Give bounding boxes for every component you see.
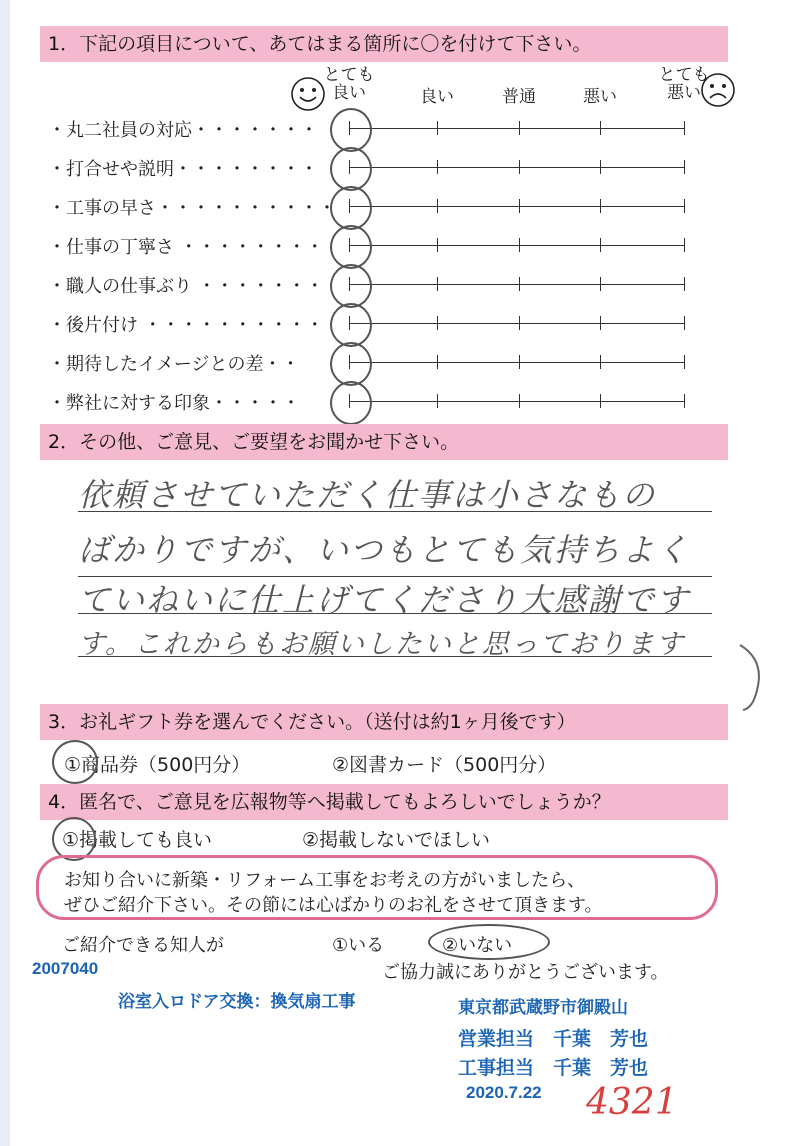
section4-title: 4．匿名で、ご意見を広報物等へ掲載してもよろしいでしょうか？	[40, 784, 728, 820]
rating-row-label: ・丸二社員の対応・・・・・・・	[48, 120, 318, 141]
rating-row-label: ・弊社に対する印象・・・・・	[48, 393, 300, 414]
rating-tick[interactable]	[684, 199, 685, 213]
scale-label: 悪い	[583, 87, 617, 107]
rating-tick[interactable]	[600, 394, 601, 408]
rating-scale-line	[350, 245, 685, 246]
rating-tick[interactable]	[684, 316, 685, 330]
rating-scale-line	[350, 284, 685, 285]
publish-option-2[interactable]: ②掲載しないでほしい	[302, 829, 491, 851]
construction-rep: 工事担当 千葉 芳也	[458, 1058, 649, 1079]
rating-tick[interactable]	[519, 316, 520, 330]
rating-tick[interactable]	[600, 277, 601, 291]
rating-tick[interactable]	[600, 160, 601, 174]
notice-line-1: お知り合いに新築・リフォーム工事をお考えの方がいましたら、	[64, 870, 586, 891]
rating-tick[interactable]	[600, 199, 601, 213]
rating-selection-circle	[330, 342, 372, 386]
rating-tick[interactable]	[684, 277, 685, 291]
rating-row-label: ・工事の早さ・・・・・・・・・・	[48, 198, 336, 219]
rating-row-label: ・職人の仕事ぶり ・・・・・・・	[48, 276, 324, 297]
rating-selection-circle	[330, 264, 372, 308]
rating-tick[interactable]	[600, 316, 601, 330]
comment-line-3: ていねいに仕上げてくださり大感謝です	[78, 581, 691, 619]
scan-edge	[0, 0, 10, 1146]
location-stamp: 東京都武蔵野市御殿山	[458, 998, 628, 1017]
rating-tick[interactable]	[437, 316, 438, 330]
rating-tick[interactable]	[684, 394, 685, 408]
rating-selection-circle	[330, 147, 372, 191]
rating-tick[interactable]	[600, 355, 601, 369]
rating-tick[interactable]	[519, 277, 520, 291]
rating-selection-circle	[330, 381, 372, 425]
customer-id: 2007040	[32, 959, 99, 978]
referral-option-1[interactable]: ①いる	[332, 935, 385, 956]
rating-selection-circle	[330, 186, 372, 230]
scale-label: 普通	[502, 87, 536, 107]
rating-tick[interactable]	[519, 199, 520, 213]
selection-circle	[428, 924, 550, 960]
rating-scale-line	[350, 362, 685, 363]
gift-option-2[interactable]: ②図書カード（500円分）	[332, 754, 557, 776]
referral-option-2[interactable]: ②いない	[442, 935, 513, 956]
scale-label: とても 悪い	[658, 65, 710, 103]
rating-tick[interactable]	[684, 160, 685, 174]
comment-line-2: ばかりですが、いつもとても気持ちよく	[78, 531, 691, 569]
rating-selection-circle	[330, 225, 372, 269]
rating-row-label: ・後片付け ・・・・・・・・・・	[48, 315, 324, 336]
notice-line-2: ぜひご紹介下さい。その節には心ばかりのお礼をさせて頂きます。	[64, 895, 603, 916]
scale-label: 良い	[420, 87, 454, 107]
rating-tick[interactable]	[437, 394, 438, 408]
rating-scale-line	[350, 167, 685, 168]
comment-line-4: す。これからもお願いしたいと思っております	[78, 629, 685, 660]
rating-tick[interactable]	[684, 238, 685, 252]
rating-tick[interactable]	[684, 355, 685, 369]
sales-rep: 営業担当 千葉 芳也	[458, 1029, 649, 1050]
rating-row-label: ・仕事の丁寧さ ・・・・・・・・	[48, 237, 324, 258]
thanks-text: ご協力誠にありがとうございます。	[382, 962, 669, 983]
section1-title: 1．下記の項目について、あてはまる箇所に〇を付けて下さい。	[40, 26, 728, 62]
handwritten-stroke	[735, 640, 775, 715]
job-description: 浴室入ロドア交換：換気扇工事	[118, 992, 356, 1011]
rating-scale-line	[350, 401, 685, 402]
rating-tick[interactable]	[437, 355, 438, 369]
rating-scale-line	[350, 128, 685, 129]
rating-tick[interactable]	[437, 121, 438, 135]
rating-tick[interactable]	[600, 238, 601, 252]
red-number: 4321	[586, 1082, 678, 1123]
rating-tick[interactable]	[600, 121, 601, 135]
rating-tick[interactable]	[519, 238, 520, 252]
rating-tick[interactable]	[519, 160, 520, 174]
referral-label: ご紹介できる知人が	[62, 935, 224, 956]
selection-circle	[52, 740, 98, 784]
gift-option-1[interactable]: ①商品券（500円分）	[64, 754, 251, 776]
rating-row-label: ・打合せや説明・・・・・・・・	[48, 159, 318, 180]
rating-selection-circle	[330, 108, 372, 152]
rating-tick[interactable]	[437, 199, 438, 213]
publish-option-1[interactable]: ①掲載しても良い	[62, 829, 213, 851]
rating-tick[interactable]	[437, 238, 438, 252]
rating-tick[interactable]	[684, 121, 685, 135]
rating-tick[interactable]	[519, 355, 520, 369]
scale-label: とても 良い	[323, 65, 375, 103]
rating-scale-line	[350, 323, 685, 324]
section3-title: 3．お礼ギフト券を選んでください。（送付は約1ヶ月後です）	[40, 704, 728, 740]
rating-tick[interactable]	[437, 160, 438, 174]
rating-scale-line	[350, 206, 685, 207]
comment-line-1: 依頼させていただく仕事は小さなもの	[78, 476, 657, 514]
rating-selection-circle	[330, 303, 372, 347]
rating-tick[interactable]	[437, 277, 438, 291]
rating-tick[interactable]	[519, 121, 520, 135]
date-stamp: 2020.7.22	[466, 1083, 542, 1102]
rating-row-label: ・期待したイメージとの差・・	[48, 354, 300, 375]
section2-title: 2．その他、ご意見、ご要望をお聞かせ下さい。	[40, 424, 728, 460]
rating-tick[interactable]	[519, 394, 520, 408]
